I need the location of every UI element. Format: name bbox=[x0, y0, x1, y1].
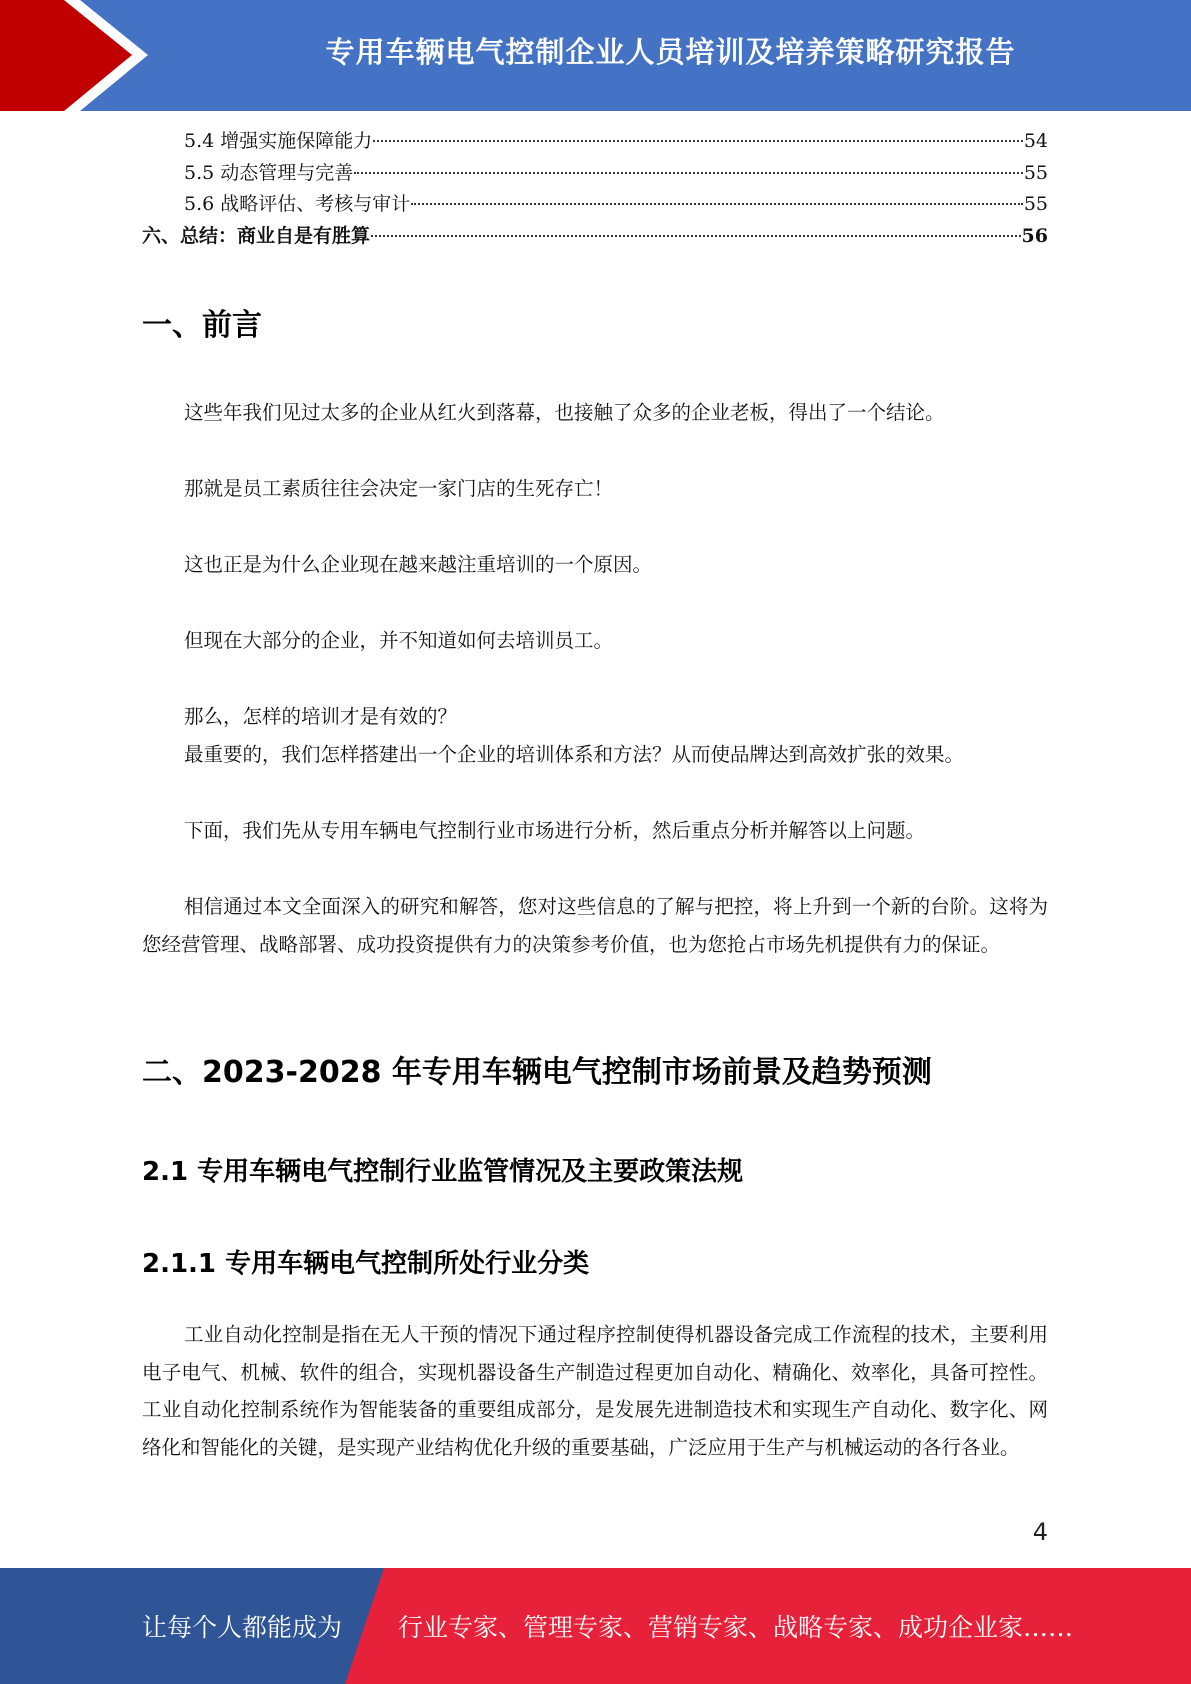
footer-banner bbox=[0, 1568, 1191, 1684]
paragraph: 但现在大部分的企业，并不知道如何去培训员工。 bbox=[184, 629, 614, 652]
paragraph: 那就是员工素质往往会决定一家门店的生死存亡！ bbox=[184, 477, 614, 500]
toc-item-page: 55 bbox=[1023, 193, 1048, 215]
toc-leader-dots bbox=[411, 203, 1023, 205]
toc-item-label: 5.6 战略评估、考核与审计 bbox=[184, 193, 411, 215]
toc-item[interactable] bbox=[142, 189, 1048, 221]
table-of-contents bbox=[142, 126, 1048, 252]
section-heading: 二、2023-2028 年专用车辆电气控制市场前景及趋势预测 bbox=[142, 1055, 932, 1090]
toc-item-label: 5.5 动态管理与完善 bbox=[184, 161, 354, 184]
paragraph: 这也正是为什么企业现在越来越注重培训的一个原因。 bbox=[184, 553, 653, 576]
toc-item[interactable] bbox=[142, 158, 1048, 190]
toc-item-label: 六、总结：商业自是有胜算 bbox=[142, 224, 371, 247]
toc-item-page: 54 bbox=[1023, 130, 1048, 152]
header-banner bbox=[0, 0, 1191, 111]
paragraph: 这些年我们见过太多的企业从红火到落幕，也接触了众多的企业老板，得出了一个结论。 bbox=[184, 401, 945, 424]
paragraph: 最重要的，我们怎样搭建出一个企业的培训体系和方法？从而使品牌达到高效扩张的效果。 bbox=[184, 743, 965, 766]
page-number: 4 bbox=[1032, 1518, 1048, 1546]
footer-slogan-left: 让每个人都能成为 bbox=[142, 1613, 343, 1642]
toc-leader-dots bbox=[371, 235, 1021, 237]
subsection-heading: 2.1 专用车辆电气控制行业监管情况及主要政策法规 bbox=[142, 1157, 744, 1187]
toc-item-page: 56 bbox=[1021, 224, 1048, 247]
toc-item-page: 55 bbox=[1023, 161, 1048, 184]
toc-leader-dots bbox=[354, 172, 1023, 174]
red-chevron-icon bbox=[0, 0, 160, 111]
paragraph: 下面，我们先从专用车辆电气控制行业市场进行分析，然后重点分析并解答以上问题。 bbox=[184, 819, 926, 842]
toc-leader-dots bbox=[373, 140, 1023, 142]
report-title: 专用车辆电气控制企业人员培训及培养策略研究报告 bbox=[325, 34, 1016, 69]
paragraph: 工业自动化控制是指在无人干预的情况下通过程序控制使得机器设备完成工作流程的技术，主要利用电子电气、机械、软件的组合，实现机器设备生产制造过程更加自动化、精确化、效率化，具备可控性。工业自动化控制系统作为智能装备的重要组成部分，是发展先进制造技术和实现生产自动化、数字化、网络化和智能化的关键，是实现产业结构优化升级的重要基础，广泛应用于生产与机械运动的各行各业。 bbox=[142, 1323, 1048, 1459]
paragraph: 那么，怎样的培训才是有效的？ bbox=[184, 705, 458, 728]
toc-item-label: 5.4 增强实施保障能力 bbox=[184, 130, 373, 152]
paragraph: 相信通过本文全面深入的研究和解答，您对这些信息的了解与把控，将上升到一个新的台阶。这将为您经营管理、战略部署、成功投资提供有力的决策参考价值，也为您抢占市场先机提供有力的保证。 bbox=[142, 895, 1048, 956]
footer-slogan-right: 行业专家、管理专家、营销专家、战略专家、成功企业家…… bbox=[398, 1613, 1074, 1642]
section-heading: 一、前言 bbox=[142, 308, 262, 343]
toc-item[interactable] bbox=[142, 126, 1048, 158]
subsubsection-heading: 2.1.1 专用车辆电气控制所处行业分类 bbox=[142, 1249, 590, 1279]
toc-item[interactable] bbox=[142, 221, 1048, 253]
